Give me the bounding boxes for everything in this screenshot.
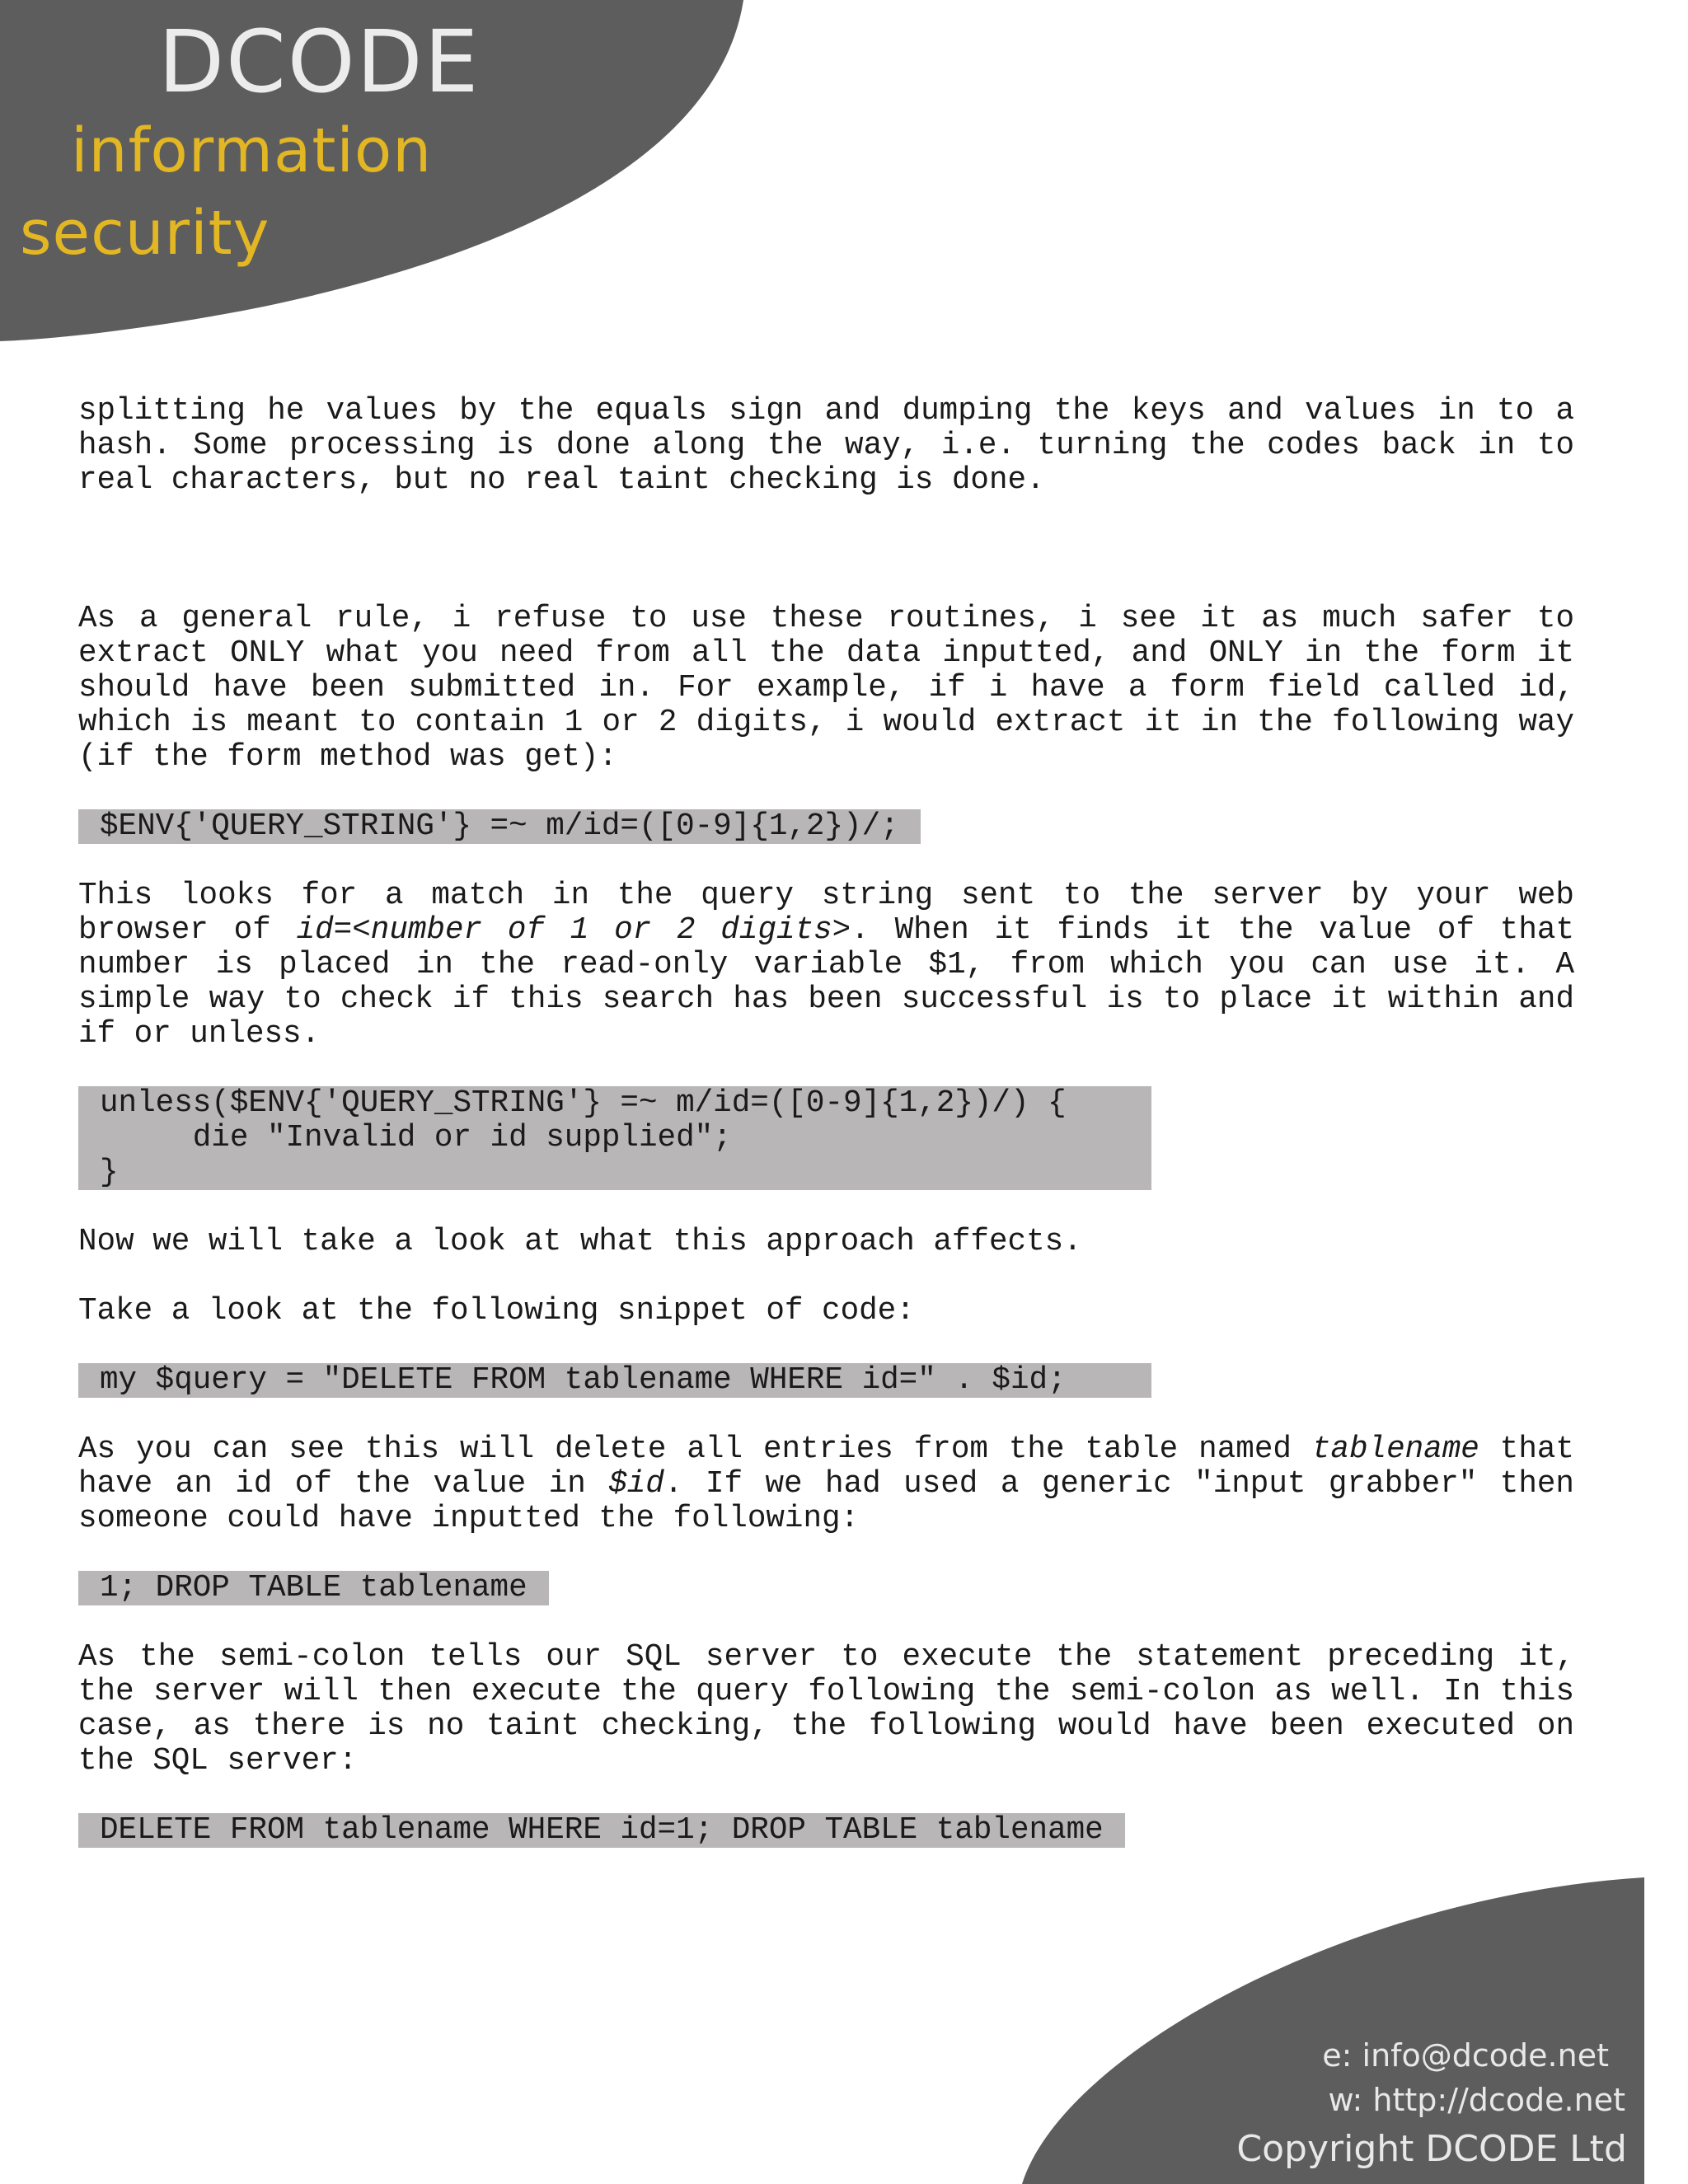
paragraph-match-explanation: This looks for a match in the query string sent to the server by your web browser of id=<number of 1 or 2 digits>. When it finds it the value of that number is placed in the read-only variable $1, from which you can use it. A simple way to check if this search has been successful is to place it within and if or unless.	[78, 879, 1575, 1052]
code-unless-check: unless($ENV{'QUERY_STRING'} =~ m/id=([0-9]{1,2})/) { die "Invalid or id supplied"; }	[78, 1086, 1151, 1190]
paragraph-general-rule: As a general rule, i refuse to use these routines, i see it as much safer to extract ONLY what you need from all the data inputted, and ONLY in the form it should have been submitted in. For example, if i have a form field called id, which is meant to contain 1 or 2 digits, i would extract it in the following way (if the form method was get):	[78, 602, 1574, 775]
footer-email: e: info@dcode.net	[1322, 2037, 1609, 2074]
brand-tagline-line1: information	[71, 115, 433, 186]
brand-logo-text: DCODE	[158, 12, 481, 112]
footer-website: w: http://dcode.net	[1328, 2082, 1625, 2118]
document-body	[78, 394, 1574, 1848]
code-delete-query: my $query = "DELETE FROM tablename WHERE id=" . $id;	[78, 1363, 1151, 1398]
paragraph-snippet-intro: Take a look at the following snippet of code:	[78, 1294, 915, 1329]
footer-copyright: Copyright DCODE Ltd	[1236, 2128, 1627, 2170]
paragraph-intro: splitting he values by the equals sign and dumping the keys and values in to a hash. Some processing is done along the way, i.e. turning the codes back in to real characters, but no real taint checking is done.	[78, 394, 1574, 498]
code-injection-input: 1; DROP TABLE tablename	[78, 1571, 549, 1605]
brand-tagline-line2: security	[20, 198, 270, 269]
paragraph-delete-explanation: As you can see this will delete all entries from the table named tablename that have an id of the value in $id. If we had used a generic "input grabber" then someone could have inputted the following:	[78, 1432, 1574, 1536]
code-executed-statement: DELETE FROM tablename WHERE id=1; DROP TABLE tablename	[78, 1813, 1125, 1848]
paragraph-approach: Now we will take a look at what this approach affects.	[78, 1225, 1082, 1259]
paragraph-semicolon-explanation: As the semi-colon tells our SQL server to execute the statement preceding it, the server will then execute the query following the semi-colon as well. In this case, as there is no taint checking, the following would have been executed on the SQL server:	[78, 1640, 1574, 1779]
code-regex-extract: $ENV{'QUERY_STRING'} =~ m/id=([0-9]{1,2})/;	[78, 809, 921, 844]
